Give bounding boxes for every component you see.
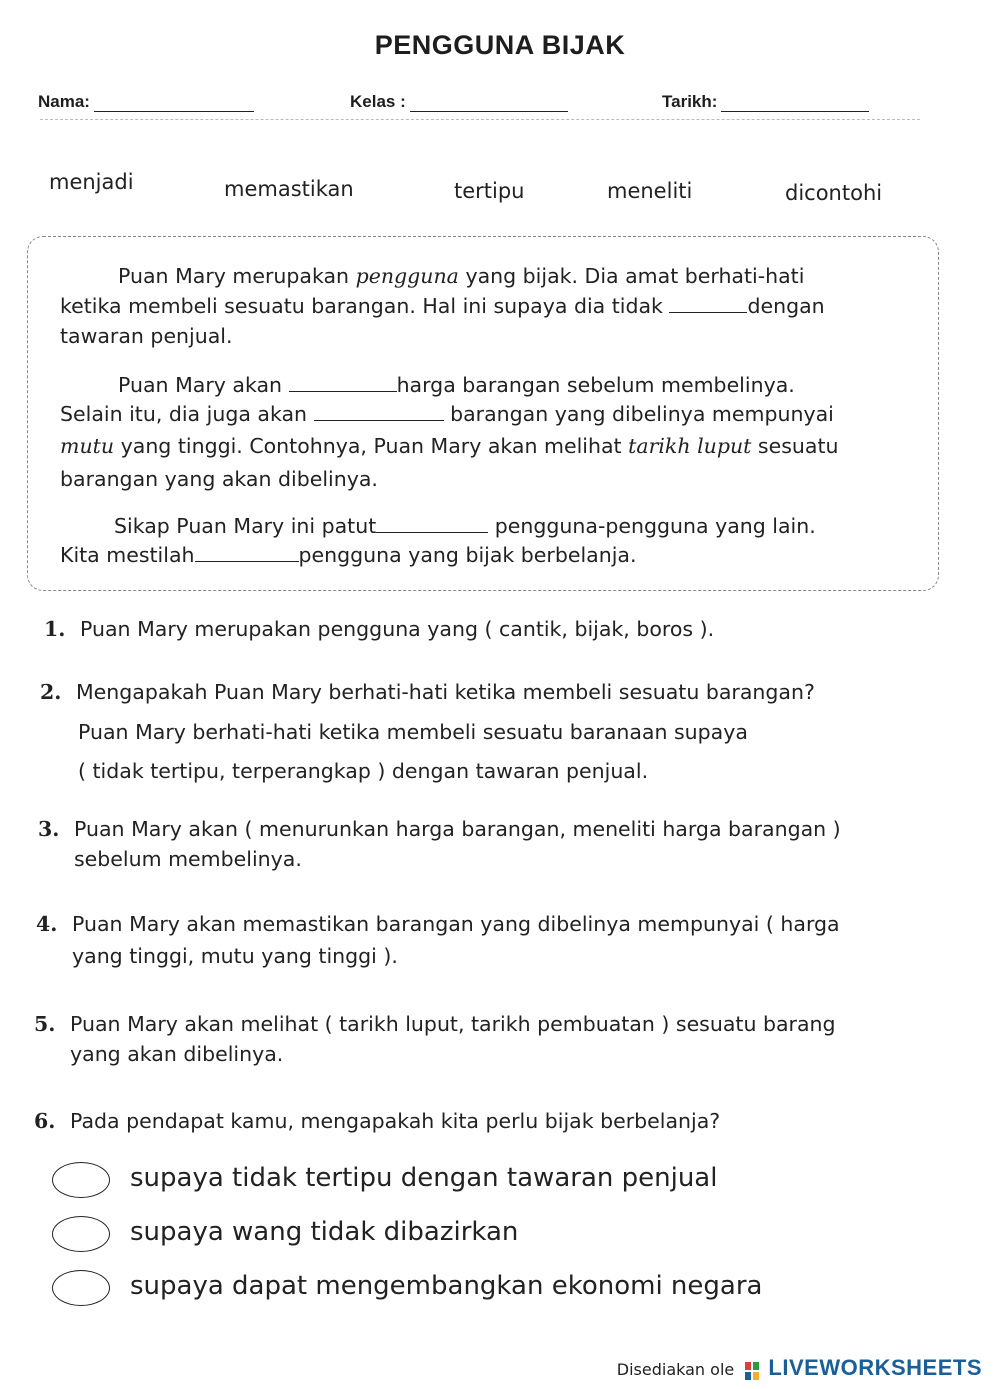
question-6: 6. Pada pendapat kamu, mengapakah kita perlu bijak berbelanja? bbox=[34, 1109, 721, 1133]
header-divider bbox=[40, 119, 920, 120]
option-oval[interactable] bbox=[52, 1216, 110, 1252]
footer bbox=[617, 1355, 982, 1381]
passage-line: Kita mestilah pengguna yang bijak berbelanja. bbox=[60, 543, 637, 567]
word-bank-item[interactable]: dicontohi bbox=[785, 181, 883, 205]
question-5: 5. Puan Mary akan melihat ( tarikh luput, tarikh pembuatan ) sesuatu barang bbox=[34, 1012, 836, 1036]
nama-field bbox=[38, 92, 254, 112]
option-label: supaya tidak tertipu dengan tawaran penjual bbox=[130, 1163, 718, 1193]
tarikh-label: Tarikh: bbox=[662, 92, 718, 111]
footer-prepared-text: Disediakan ole bbox=[616, 1360, 735, 1379]
option-label: supaya dapat mengembangkan ekonomi negara bbox=[130, 1271, 763, 1301]
word-bank-item[interactable]: menjadi bbox=[49, 170, 134, 194]
tarikh-input-line[interactable] bbox=[721, 93, 869, 112]
question-2-line: Puan Mary berhati-hati ketika membeli sesuatu baranaan supaya bbox=[78, 720, 748, 744]
nama-input-line[interactable] bbox=[94, 93, 254, 112]
passage-line: Selain itu, dia juga akan barangan yang dibelinya mempunyai bbox=[60, 402, 834, 426]
question-1: 1. Puan Mary merupakan pengguna yang ( cantik, bijak, boros ). bbox=[44, 617, 715, 641]
kelas-input-line[interactable] bbox=[410, 93, 568, 112]
blank-5[interactable] bbox=[195, 541, 299, 562]
blank-4[interactable] bbox=[376, 512, 488, 533]
question-3-line: sebelum membelinya. bbox=[74, 847, 302, 871]
word-bank bbox=[0, 168, 1000, 208]
kelas-field bbox=[350, 92, 568, 112]
word-bank-item[interactable]: meneliti bbox=[607, 179, 693, 203]
question-4: 4. Puan Mary akan memastikan barangan yang dibelinya mempunyai ( harga bbox=[36, 912, 840, 936]
option-oval[interactable] bbox=[52, 1270, 110, 1306]
kelas-label: Kelas : bbox=[350, 92, 406, 111]
option-oval[interactable] bbox=[52, 1162, 110, 1198]
blank-1[interactable] bbox=[669, 292, 747, 313]
footer-brand[interactable]: LIVEWORKSHEETS bbox=[768, 1355, 982, 1380]
passage-line: barangan yang akan dibelinya. bbox=[60, 467, 378, 491]
passage-line: mutu yang tinggi. Contohnya, Puan Mary akan melihat tarikh luput sesuatu bbox=[60, 434, 839, 458]
word-bank-item[interactable]: memastikan bbox=[224, 177, 354, 201]
question-3: 3. Puan Mary akan ( menurunkan harga barangan, meneliti harga barangan ) bbox=[38, 817, 841, 841]
passage-line: Sikap Puan Mary ini patut pengguna-pengguna yang lain. bbox=[114, 514, 816, 538]
question-2-choice[interactable]: ( tidak tertipu, terperangkap ) dengan tawaran penjual. bbox=[78, 759, 649, 783]
passage-line: Puan Mary merupakan pengguna yang bijak. Dia amat berhati-hati bbox=[118, 264, 805, 288]
blank-3[interactable] bbox=[314, 400, 444, 421]
liveworksheets-logo-icon bbox=[745, 1362, 759, 1380]
passage-line: tawaran penjual. bbox=[60, 324, 233, 348]
blank-2[interactable] bbox=[289, 371, 397, 392]
option-label: supaya wang tidak dibazirkan bbox=[130, 1217, 519, 1247]
question-2: 2. Mengapakah Puan Mary berhati-hati ketika membeli sesuatu barangan? bbox=[40, 680, 815, 704]
nama-label: Nama: bbox=[38, 92, 90, 111]
word-bank-item[interactable]: tertipu bbox=[454, 179, 525, 203]
question-4-line[interactable]: yang tinggi, mutu yang tinggi ). bbox=[72, 944, 398, 968]
tarikh-field bbox=[662, 92, 869, 112]
passage-line: ketika membeli sesuatu barangan. Hal ini supaya dia tidak dengan bbox=[60, 294, 825, 318]
passage-line: Puan Mary akan harga barangan sebelum membelinya. bbox=[118, 373, 795, 397]
page-title: PENGGUNA BIJAK bbox=[374, 30, 626, 60]
question-5-line: yang akan dibelinya. bbox=[70, 1042, 284, 1066]
